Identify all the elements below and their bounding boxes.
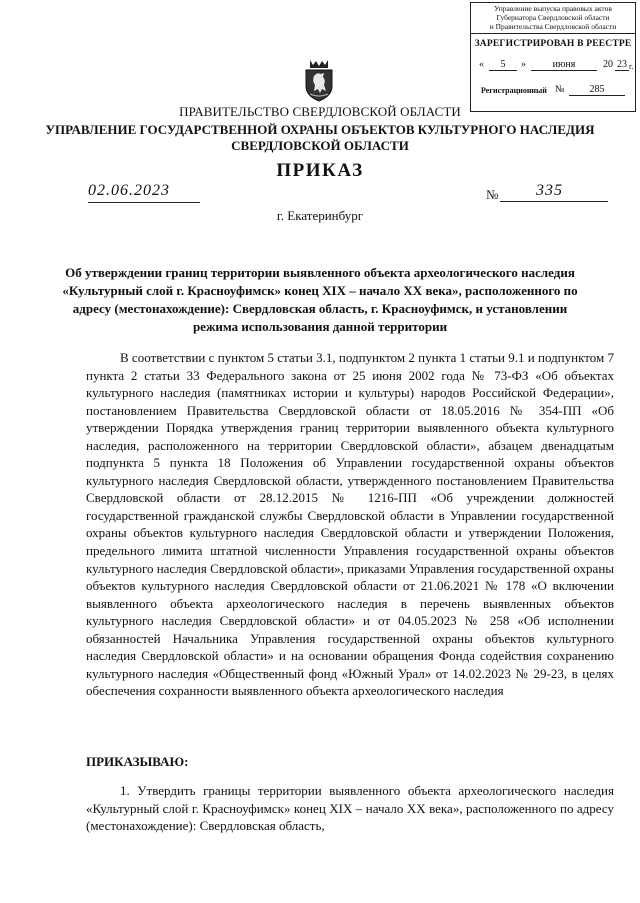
stamp-year-suffix: 23 bbox=[617, 59, 627, 70]
stamp-day: 5 bbox=[489, 59, 517, 71]
stamp-divider bbox=[471, 33, 635, 34]
stamp-date-row bbox=[471, 59, 635, 75]
stamp-header bbox=[471, 3, 635, 31]
department-name: УПРАВЛЕНИЕ ГОСУДАРСТВЕННОЙ ОХРАНЫ ОБЪЕКТОВ КУЛЬТУРНОГО НАСЛЕДИЯ СВЕРДЛОВСКОЙ ОБЛАСТИ bbox=[45, 122, 595, 153]
preamble-paragraph: В соответствии с пунктом 5 статьи 3.1, подпунктом 2 пункта 1 статьи 9.1 и подпунктом 7 пункта 2 статьи 33 Федерального закона от 25 июня 2002 года № 73-ФЗ «Об объектах культурного наследия (памятниках истории и культуры) народов Российской Федерации», постановлением Правительства Свердловской области от 18.05.2016 № 354-ПП «Об утверждении Порядка утверждения границ территории выявленного объекта культурного наследия, расположенного на территории Свердловской области», абзацем двенадцатым подпункта 5 пункта 18 Положения об Управлении государственной охраны объектов культурного наследия Свердловской области, утвержденного постановлением Правительства Свердловской области от 28.12.2015 № 1216-ПП «Об учреждении должностей государственной гражданской службы Свердловской области в Управлении государственной охраны объектов культурного наследия Свердловской области и утверждении Положения, предельного лимита штатной численности Управления государственной охраны объектов культурного наследия Свердловской области», приказами Управления государственной охраны объектов культурного наследия Свердловской области от 21.06.2021 № 178 «О включении выявленного объекта археологического наследия в перечень выявленных объектов культурного наследия Свердловской области» и от 04.05.2023 № 258 «Об исполнении обязанностей Начальника Управления государственной охраны объектов культурного наследия Свердловской области» и на основании обращения Фонда содействия сохранению культурного наследия «Общественный фонд «Южный Урал» от 14.02.2023 № 29-23, в целях обеспечения сохранности выявленного объекта археологического наследия bbox=[86, 350, 615, 699]
stamp-quote-close: » bbox=[521, 59, 526, 70]
stamp-year-prefix: 20 bbox=[603, 59, 613, 70]
document-title: Об утверждении границ территории выявленного объекта археологического наследия «Культурный слой г. Красноуфимск» конец XIX – начало XX века», расположенного по адресу (местонахождение): Свердловская область, г. Красноуфимск, и установлении режима использования данной территории bbox=[62, 265, 578, 334]
stamp-year-abbr: г. bbox=[629, 62, 634, 71]
order-item-text: 1. Утвердить границы территории выявленного объекта археологического наследия «Культурный слой г. Красноуфимск» конец XIX – начало XX века», расположенного по адресу (местонахождение): Свердловская область, bbox=[86, 783, 614, 834]
document-type: ПРИКАЗ bbox=[276, 160, 364, 181]
stamp-reg-sign: № bbox=[555, 84, 565, 95]
stamp-quote-open: « bbox=[479, 59, 484, 70]
government-name: ПРАВИТЕЛЬСТВО СВЕРДЛОВСКОЙ ОБЛАСТИ bbox=[179, 104, 461, 119]
registration-stamp bbox=[470, 2, 636, 112]
stamp-reg-number: 285 bbox=[569, 84, 625, 96]
order-item-1 bbox=[86, 782, 614, 835]
stamp-reg-label: Регистрационный bbox=[481, 86, 547, 95]
stamp-month: июня bbox=[531, 59, 597, 71]
order-word: ПРИКАЗЫВАЮ: bbox=[86, 754, 189, 769]
stamp-header-line: Управление выпуска правовых актов bbox=[494, 4, 612, 13]
handwritten-number: 335 bbox=[500, 182, 608, 202]
stamp-header-line: Губернатора Свердловской области bbox=[496, 13, 610, 22]
city: г. Екатеринбург bbox=[276, 208, 364, 223]
stamp-registered-label: ЗАРЕГИСТРИРОВАН В РЕЕСТРЕ bbox=[474, 39, 632, 49]
stamp-reg-row bbox=[471, 84, 635, 98]
stamp-header-line: и Правительства Свердловской области bbox=[489, 22, 617, 31]
preamble bbox=[86, 349, 614, 700]
number-sign: № bbox=[486, 187, 499, 202]
handwritten-date: 02.06.2023 bbox=[88, 182, 200, 203]
coat-of-arms-icon bbox=[302, 58, 336, 102]
